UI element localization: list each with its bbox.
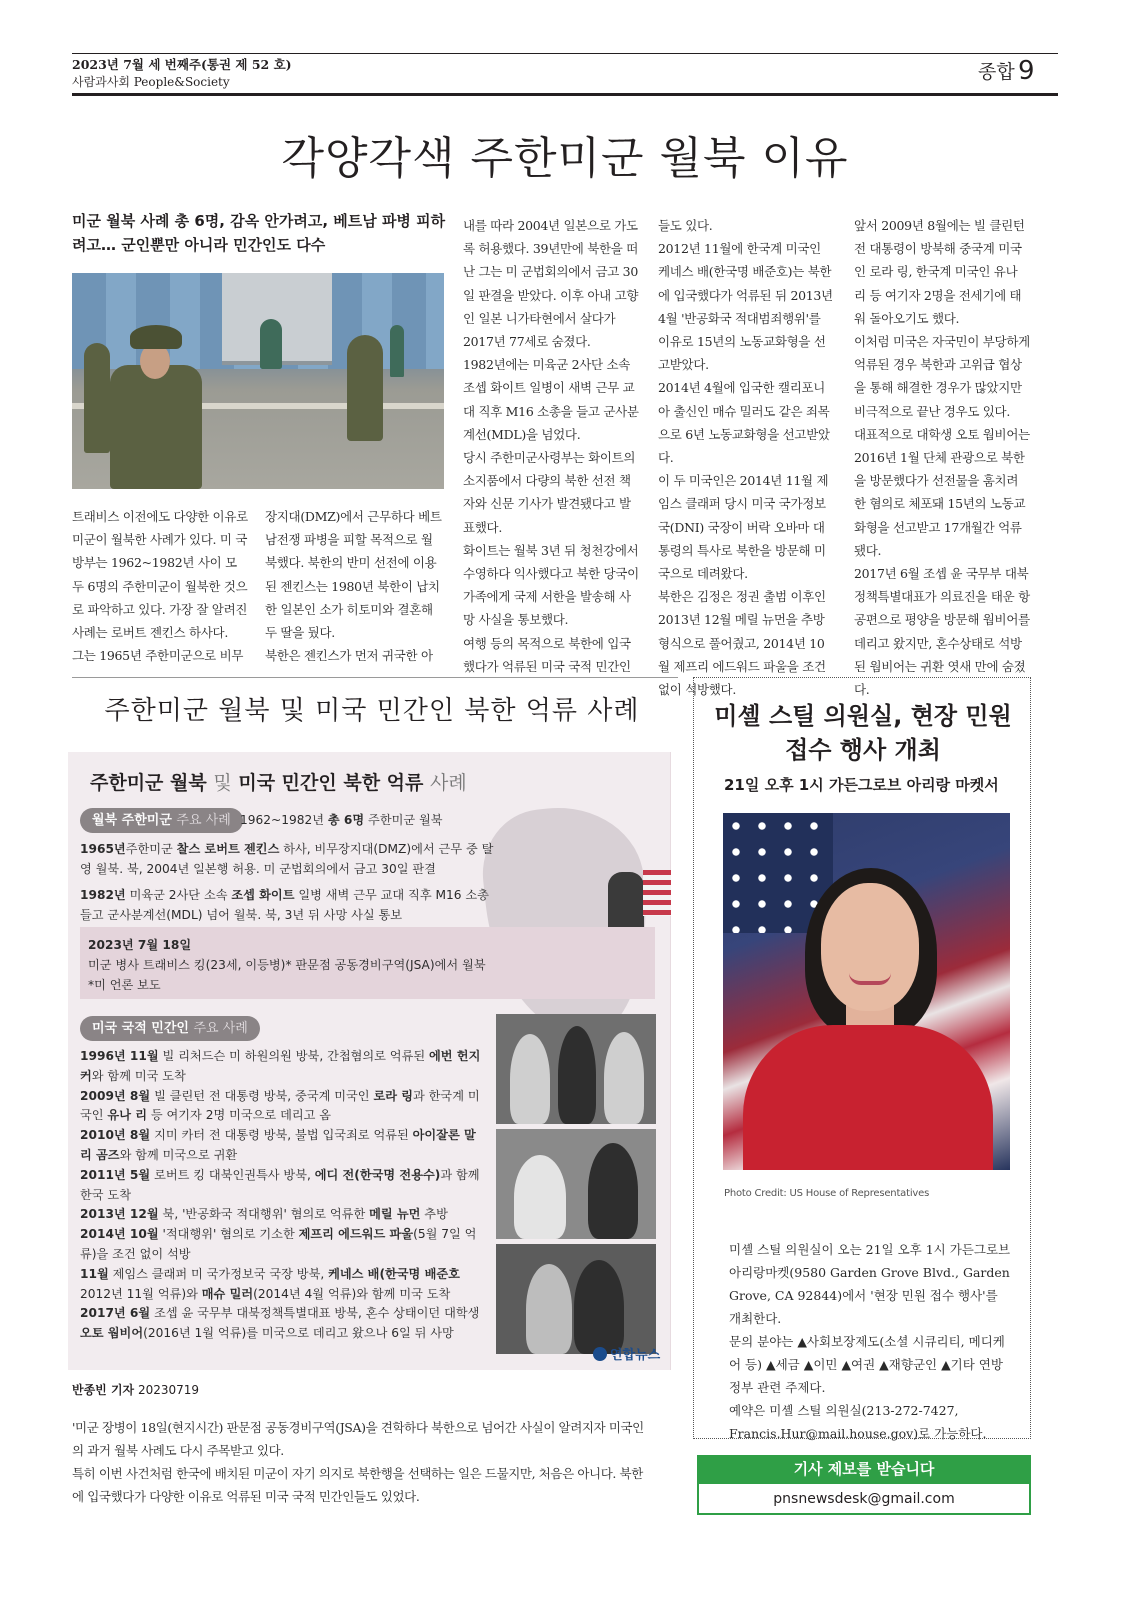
case-note: *미 언론 보도 bbox=[88, 977, 161, 992]
case-text: 지미 카터 전 대통령 방북, 불법 입국죄로 억류된 bbox=[150, 1128, 413, 1143]
photo-figure bbox=[604, 1032, 644, 1124]
case-date: 2023년 7월 18일 bbox=[88, 938, 192, 952]
article-column-1: 트래비스 이전에도 다양한 이유로 미군이 월북한 사례가 있다. 미 국방부는 1962~1982년 사이 모두 6명의 주한미군이 월북한 것으로 파악하고 있다. 가장 잘 알려진 사례는 로버트 젠킨스 하사다. 그는 1965년 주한미군으로 비무 bbox=[72, 509, 248, 664]
michelle-steel-portrait bbox=[723, 813, 1010, 1170]
byline-date: 20230719 bbox=[134, 1383, 200, 1397]
yonhap-logo-icon bbox=[593, 1347, 607, 1361]
infographic-byline bbox=[72, 1381, 199, 1399]
case-text: 미군 병사 트래비스 킹(23세, 이등병)* 판문점 공동경비구역(JSA)에서 월북 bbox=[88, 957, 486, 972]
case-text: '적대행위' 혐의로 기소한 bbox=[158, 1227, 299, 1242]
case-date: 1996년 11월 bbox=[80, 1049, 159, 1063]
case-date: 2017년 6월 bbox=[80, 1306, 151, 1321]
portrait-smile bbox=[849, 973, 891, 985]
case-2009 bbox=[80, 1087, 485, 1127]
case-name: 메릴 뉴먼 bbox=[369, 1207, 421, 1222]
page-number: 9 bbox=[1018, 56, 1035, 86]
case-text: 일병 새벽 근무 교대 직후 M16 소총 들고 군사분계선(MDL) 넘어 월북. 북, 3년 뒤 사망 사실 통보 bbox=[80, 888, 489, 922]
news-tip-email[interactable]: pnsnewsdesk@gmail.com bbox=[773, 1491, 955, 1507]
soldier-front-cap bbox=[130, 325, 182, 349]
section-label: 종합 bbox=[978, 61, 1015, 83]
case-date: 2009년 8월 bbox=[80, 1088, 151, 1103]
case-2017 bbox=[80, 1304, 485, 1344]
header-bottom-rule bbox=[72, 93, 1058, 96]
sidebar-body: 미셸 스틸 의원실이 오는 21일 오후 1시 가든그로브 아리랑마켓(9580 Garden Grove Blvd., Garden Grove, CA 92844)에서 '현장 민원 접수 행사'를 개최한다. 문의 분야는 ▲사회보장제도(소셜 시큐리티, 메디케어 등) ▲세금 ▲이민 ▲여권 ▲재향군인 ▲기타 연방 정부 관련 주제다. 예약은 미셸 스틸 의원실(213-272-7427, Francis.Hur@mail.house.gov)로 가능하다. bbox=[729, 1242, 1011, 1441]
photo-figure bbox=[514, 1155, 566, 1239]
case-text: 하사, 비무장지대(DMZ)에서 근무 중 탈영 월북. 북, 2004년 일본행 허용. 미 군법회의에서 금고 30일 판결 bbox=[80, 842, 494, 876]
case-2013 bbox=[80, 1205, 485, 1225]
pill-sublabel: 주요 사례 bbox=[193, 1021, 248, 1036]
case-date: 2011년 5월 bbox=[80, 1167, 151, 1182]
pill-label: 미국 국적 민간인 bbox=[92, 1021, 189, 1036]
soldier-left bbox=[84, 343, 110, 453]
title-part: 및 bbox=[213, 772, 232, 794]
case-text: 미육군 2사단 소속 bbox=[125, 888, 232, 902]
title-part: 사례 bbox=[430, 772, 467, 794]
section-divider bbox=[72, 677, 678, 678]
case-date: 1982년 bbox=[80, 888, 126, 902]
pill-label: 월북 주한미군 bbox=[92, 813, 172, 828]
article-headline: 각양각색 주한미군 월북 이유 bbox=[281, 133, 849, 184]
pill-defector-soldiers bbox=[80, 808, 243, 833]
case-text: 과 함께 한국 도착 bbox=[80, 1167, 480, 1202]
case-2023 bbox=[88, 936, 628, 995]
case-1982 bbox=[80, 886, 500, 926]
article-column-4: 들도 있다. 2012년 11월에 한국계 미국인 케네스 배(한국명 배준호)는 북한에 입국했다가 억류된 뒤 2013년 4월 '반공화국 적대범죄행위'를 이유로 15년의 노동교화형을 선고받았다. 2014년 4월에 입국한 캘리포니아 출신인 매슈 밀러도 같은 죄목으로 6년 노동교화형을 선고받았다. 이 두 미국인은 2014년 11월 제임스 클래퍼 당시 미국 국가정보국(DNI) 국장이 버락 오바마 대통령의 특사로 북한을 방문해 미국으로 데려왔다. 북한은 김정은 정권 출범 이후인 2013년 12월 메릴 뉴먼을 추방 형식으로 풀어줬고, 2014년 10월 제프리 에드워드 파울을 조건 없이 석방했다. bbox=[658, 218, 833, 698]
photo-figure bbox=[510, 1034, 550, 1124]
defector-summary bbox=[240, 811, 443, 831]
case-text: 와 함께 미국으로 귀환 bbox=[119, 1147, 238, 1162]
article-subtitle: 미군 월북 사례 총 6명, 감옥 안가려고, 베트남 파병 피하려고… 군인뿐만 아니라 민간인도 다수 bbox=[72, 212, 446, 254]
case-name: 제프리 에드워드 파울 bbox=[298, 1227, 414, 1242]
header-top-rule bbox=[72, 53, 1058, 54]
case-1996 bbox=[80, 1047, 485, 1087]
soldier-back bbox=[260, 319, 282, 369]
pill-sublabel: 주요 사례 bbox=[176, 813, 231, 828]
title-part: 미국 민간인 북한 억류 bbox=[238, 772, 424, 794]
photo-clinton-return bbox=[496, 1014, 656, 1124]
case-name: 찰스 로버트 젠킨스 bbox=[176, 842, 280, 856]
soldier-back-right bbox=[390, 325, 404, 377]
case-name: 오토 웜비어 bbox=[80, 1326, 144, 1341]
yonhap-logo bbox=[593, 1344, 660, 1363]
case-text: 빌 리처드슨 미 하원의원 방북, 간첩혐의로 억류된 bbox=[158, 1049, 430, 1063]
publication-name: 사람과사회 People&Society bbox=[72, 75, 230, 89]
infographic-heading: 주한미군 월북 및 미국 민간인 북한 억류 사례 bbox=[104, 696, 640, 726]
title-part: 주한미군 월북 bbox=[90, 772, 207, 794]
issue-line: 2023년 7월 세 번째주(통권 제 52 호) bbox=[72, 57, 292, 72]
case-text: (5월 7일 억류)을 조건 없이 석방 bbox=[80, 1227, 477, 1261]
case-date: 1965년 bbox=[80, 842, 126, 856]
soldier-front bbox=[110, 365, 202, 489]
dmz-soldiers-photo bbox=[72, 273, 444, 489]
case-text: 와 함께 미국 도착 bbox=[91, 1068, 186, 1083]
case-text: 조셉 윤 국무부 대북정책특별대표 방북, 혼수 상태이던 대학생 bbox=[150, 1306, 480, 1321]
case-text: 과 한국계 미국인 bbox=[80, 1088, 480, 1123]
portrait-red-dress bbox=[743, 1025, 993, 1170]
infographic-image bbox=[68, 752, 671, 1370]
case-text: 추방 bbox=[420, 1207, 448, 1222]
case-text: 등 여기자 2명 미국으로 데리고 옴 bbox=[146, 1108, 332, 1123]
case-text: 제임스 클래퍼 미 국가정보국 국장 방북, bbox=[108, 1266, 329, 1281]
photo-figure bbox=[558, 1026, 596, 1124]
case-2011 bbox=[80, 1166, 485, 1206]
civilian-cases bbox=[80, 1047, 485, 1344]
case-name: 유나 리 bbox=[107, 1108, 147, 1123]
case-2010 bbox=[80, 1126, 485, 1166]
case-name: 에디 전(한국명 전용수) bbox=[314, 1167, 441, 1182]
case-name: 조셉 화이트 bbox=[231, 888, 295, 902]
article-column-3: 내를 따라 2004년 일본으로 가도록 허용했다. 39년만에 북한을 떠난 그는 미 군법회의에서 금고 30일 판결을 받았다. 이후 아내 고향인 일본 니가타현에서 살다가 2017년 77세로 숨졌다. 1982년에는 미육군 2사단 소속 조셉 화이트 일병이 새벽 근무 교대 직후 M16 소총을 들고 군사분계선(MDL)을 넘었다. 당시 주한미군사령부는 화이트의 소지품에서 다량의 북한 선전 책자와 신문 기사가 발견됐다고 발표했다. 화이트는 월북 3년 뒤 청천강에서 수영하다 익사했다고 북한 당국이 가족에게 국제 서한을 발송해 사망 사실을 통보했다. 여행 등의 목적으로 북한에 입국했다가 억류된 미국 국적 민간인 bbox=[463, 218, 639, 674]
photo-figure bbox=[526, 1264, 572, 1354]
case-text: 주한미군 bbox=[125, 842, 177, 856]
article-column-2: 장지대(DMZ)에서 근무하다 베트남전쟁 파병을 피할 목적으로 월북했다. 북한의 반미 선전에 이용된 젠킨스는 1980년 북한이 납치한 일본인 소가 히토미와 결혼해 두 딸을 뒀다. 북한은 젠킨스가 먼저 귀국한 아 bbox=[265, 509, 442, 664]
sidebar-title: 미셸 스틸 의원실, 현장 민원 접수 행사 개최 bbox=[714, 702, 1012, 764]
case-date: 2014년 10월 bbox=[80, 1227, 159, 1242]
bottom-paragraph: '미군 장병이 18일(현지시간) 판문점 공동경비구역(JSA)을 견학하다 북한으로 넘어간 사실이 알려지자 미국인의 과거 월북 사례도 다시 주목받고 있다. 특히 이번 사건처럼 한국에 배치된 미군이 자기 의지로 북한행을 선택하는 일은 드물지만, 처음은 아니다. 북한에 입국했다가 다양한 이유로 억류된 미국 국적 민간인들도 있었다. bbox=[72, 1420, 644, 1504]
summary-text: 1962~1982년 bbox=[240, 813, 328, 827]
photo-reunion bbox=[496, 1244, 656, 1354]
case-name: 에번 헌지커 bbox=[80, 1049, 481, 1083]
portrait-face bbox=[821, 883, 919, 1011]
photo-civilian-detainee bbox=[496, 1129, 656, 1239]
case-date: 2010년 8월 bbox=[80, 1128, 151, 1143]
case-date: 11월 bbox=[80, 1266, 109, 1281]
case-text: (2016년 1월 억류)를 미국으로 데리고 왔으나 6일 뒤 사망 bbox=[143, 1326, 454, 1341]
sidebar-subtitle: 21일 오후 1시 가든그로브 아리랑 마켓서 bbox=[724, 776, 999, 794]
photo-figure bbox=[588, 1143, 638, 1239]
case-date: 2013년 12월 bbox=[80, 1207, 159, 1222]
case-name: 아이잘론 말리 곰즈 bbox=[80, 1128, 476, 1162]
yonhap-logo-text: 연합뉴스 bbox=[610, 1348, 661, 1363]
summary-count: 총 6명 bbox=[327, 813, 365, 827]
case-text: 로버트 킹 대북인권특사 방북, bbox=[150, 1167, 315, 1182]
case-2014-oct bbox=[80, 1225, 485, 1265]
case-text: 빌 클린턴 전 대통령 방북, 중국계 미국인 bbox=[150, 1088, 374, 1103]
case-text: 2012년 11월 억류)와 bbox=[80, 1286, 202, 1301]
summary-text: 주한미군 월북 bbox=[364, 813, 443, 827]
us-flag-icon bbox=[643, 870, 671, 916]
news-tip-title: 기사 제보를 받습니다 bbox=[697, 1455, 1031, 1484]
pill-civilians bbox=[80, 1016, 260, 1041]
byline-name: 반종빈 기자 bbox=[72, 1383, 135, 1397]
case-text: 북, '반공화국 적대행위' 혐의로 억류한 bbox=[158, 1207, 370, 1222]
case-2014-nov bbox=[80, 1265, 485, 1305]
case-text: (2014년 4월 억류)와 함께 미국 도착 bbox=[253, 1286, 451, 1301]
case-1965 bbox=[80, 840, 500, 880]
infographic-title bbox=[90, 770, 467, 796]
case-name: 로라 링 bbox=[373, 1088, 414, 1103]
photo-figure bbox=[574, 1260, 624, 1354]
case-name: 케네스 배(한국명 배준호 bbox=[328, 1266, 460, 1281]
case-name: 매슈 밀러 bbox=[201, 1286, 254, 1301]
photo-credit: Photo Credit: US House of Representatives bbox=[724, 1188, 930, 1199]
article-column-5: 앞서 2009년 8월에는 빌 클린턴 전 대통령이 방북해 중국계 미국인 로라 링, 한국계 미국인 유나 리 등 여기자 2명을 전세기에 태워 돌아오기도 했다. 이처럼 미국은 자국민이 부당하게 억류된 경우 북한과 고위급 협상을 통해 해결한 경우가 많았지만 비극적으로 끝난 경우도 있다. 대표적으로 대학생 오토 웜비어는 2016년 1월 단체 관광으로 북한을 방문했다가 선전물을 훔치려 한 혐의로 체포돼 15년의 노동교화형을 선고받고 17개월간 억류됐다. 2017년 6월 조셉 윤 국무부 대북정책특별대표가 의료진을 태운 항공편으로 평양을 방문해 웜비어를 데리고 왔지만, 혼수상태로 석방된 웜비어는 귀환 엿새 만에 숨졌다. bbox=[854, 218, 1030, 698]
soldier-right bbox=[347, 335, 383, 441]
